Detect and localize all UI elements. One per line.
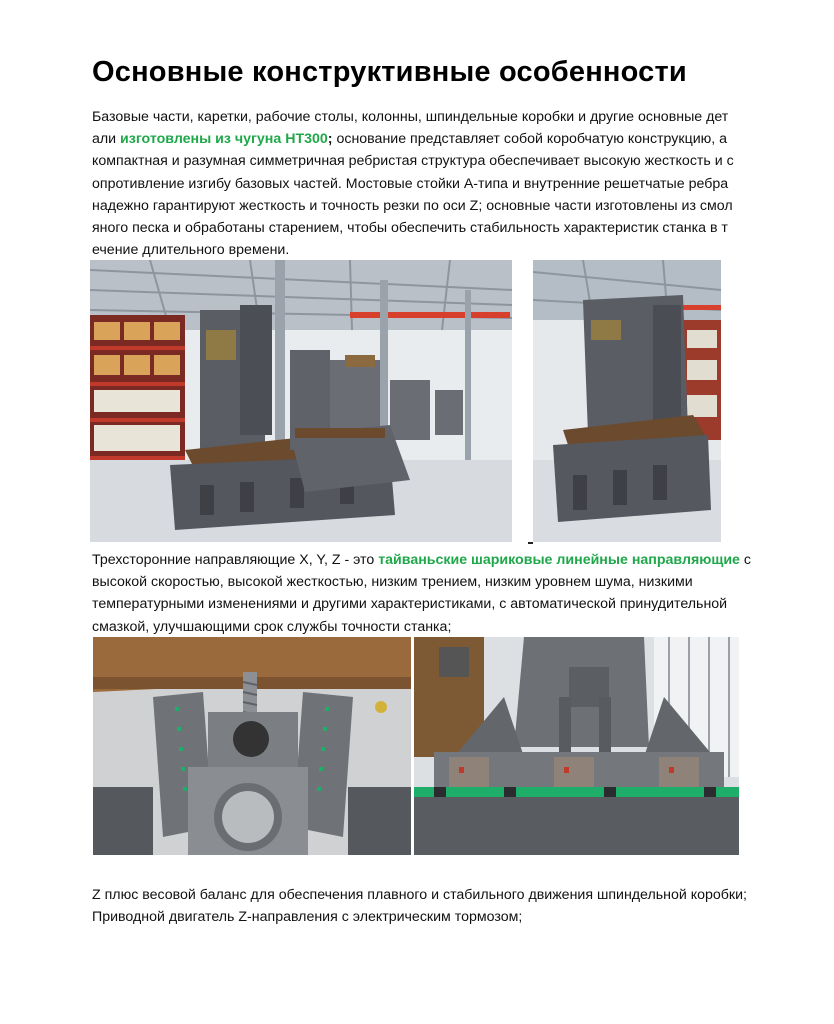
paragraph-cast-iron bbox=[92, 106, 752, 261]
page-title: Основные конструктивные особенности bbox=[92, 56, 687, 88]
guide-blocks-photo bbox=[414, 637, 739, 855]
ball-screw-photo bbox=[93, 637, 411, 855]
highlight-cast-iron: изготовлены из чугуна HT300 bbox=[120, 131, 328, 148]
semicolon: ; bbox=[327, 131, 333, 148]
highlight-linear-guides: тайваньские шариковые линейные направляющие bbox=[378, 552, 740, 568]
factory-floor-photo bbox=[90, 260, 512, 542]
paragraph-linear-guides bbox=[92, 549, 752, 638]
paragraph-text: основание представляет собой коробчатую конструкцию, а компактная и разумная симметричная ребристая структура обеспечивает высокую жесткость и с опротивление изгибу базовых частей. Мостовые стойки А-типа и внутренние решетчатые ребра надежно гарантируют жесткость и точность резки по оси Z; основные части изготовлены из смол яного песка и обработаны старением, чтобы обеспечить стабильность характеристик станка в т ечение длительного времени. bbox=[92, 131, 734, 259]
paragraph-text: Трехсторонние направляющие X, Y, Z - это bbox=[92, 552, 379, 568]
machine-base-photo bbox=[533, 260, 721, 542]
divider-mark bbox=[528, 542, 533, 544]
paragraph-text: с высокой скоростью, высокой жесткостью, низким трением, низким уровнем шума, низкими температурными изменениями и другими характеристиками, с автоматической принудительной смазкой, улучшающими срок службы точности станка; bbox=[92, 552, 751, 635]
paragraph-z-balance: Z плюс весовой баланс для обеспечения плавного и стабильного движения шпиндельной коробки; Приводной двигатель Z-направления с электрическим тормозом; bbox=[92, 887, 747, 926]
paragraph-text: Базовые части, каретки, рабочие столы, колонны, шпиндельные коробки и другие основные дет али bbox=[92, 109, 729, 148]
